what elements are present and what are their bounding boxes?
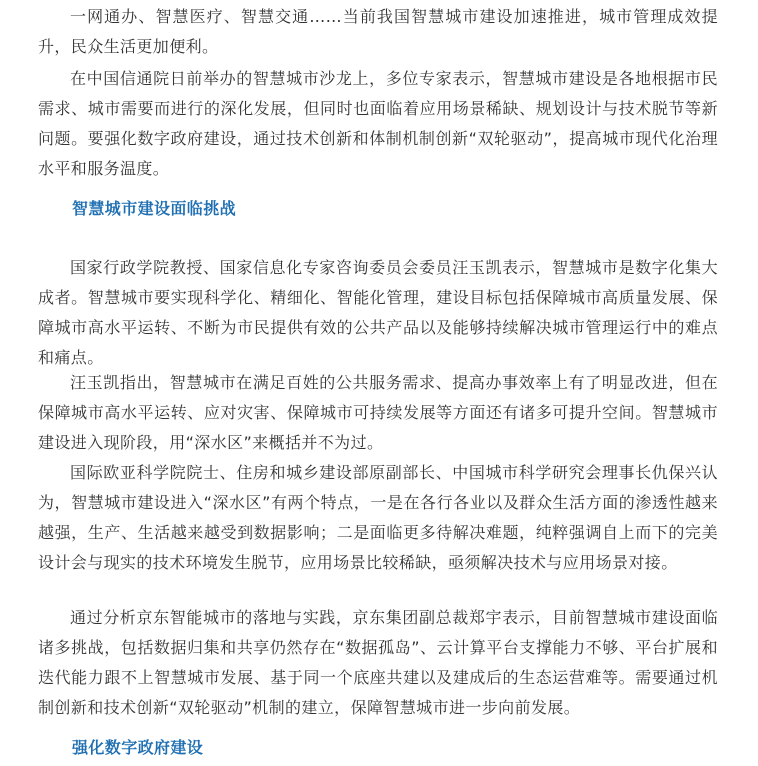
paragraph-intro-1: 一网通办、智慧医疗、智慧交通……当前我国智慧城市建设加速推进，城市管理成效提升，民众生活更加便利。 bbox=[38, 7, 718, 56]
paragraph-challenges-3: 国际欧亚科学院院士、住房和城乡建设部原副部长、中国城市科学研究会理事长仇保兴认为，智慧城市建设进入“深水区”有两个特点，一是在各行各业以及群众生活方面的渗透性越来越强，生产、生活越来越受到数据影响；二是面临更多待解决难题，纯粹强调自上而下的完美设计会与现实的技术环境发生脱节，应用场景比较稀缺，亟须解决技术与应用场景对接。 bbox=[38, 463, 718, 572]
paragraph-challenges-2: 汪玉凯指出，智慧城市在满足百姓的公共服务需求、提高办事效率上有了明显改进，但在保障城市高水平运转、应对灾害、保障城市可持续发展等方面还有诸多可提升空间。智慧城市建设进入现阶段，用“深水区”来概括并不为过。 bbox=[38, 373, 718, 452]
paragraph-challenges-1: 国家行政学院教授、国家信息化专家咨询委员会委员汪玉凯表示，智慧城市是数字化集大成者。智慧城市要实现科学化、精细化、智能化管理，建设目标包括保障城市高质量发展、保障城市高水平运转、不断为市民提供有效的公共产品以及能够持续解决城市管理运行中的难点和痛点。 bbox=[38, 258, 718, 367]
paragraph-challenges-4: 通过分析京东智能城市的落地与实践，京东集团副总裁郑宇表示，目前智慧城市建设面临诸多挑战，包括数据归集和共享仍然存在“数据孤岛”、云计算平台支撑能力不够、平台扩展和迭代能力跟不上智慧城市发展、基于同一个底座共建以及建成后的生态运营难等。需要通过机制创新和技术创新“双轮驱动”机制的建立，保障智慧城市进一步向前发展。 bbox=[38, 608, 718, 717]
paragraph-intro-2: 在中国信通院日前举办的智慧城市沙龙上，多位专家表示，智慧城市建设是各地根据市民需求、城市需要而进行的深化发展，但同时也面临着应用场景稀缺、规划设计与技术脱节等新问题。要强化数字政府建设，通过技术创新和体制机制创新“双轮驱动”，提高城市现代化治理水平和服务温度。 bbox=[38, 69, 718, 178]
section-heading-challenges: 智慧城市建设面临挑战 bbox=[72, 199, 237, 218]
section-heading-digital-government: 强化数字政府建设 bbox=[72, 738, 204, 757]
